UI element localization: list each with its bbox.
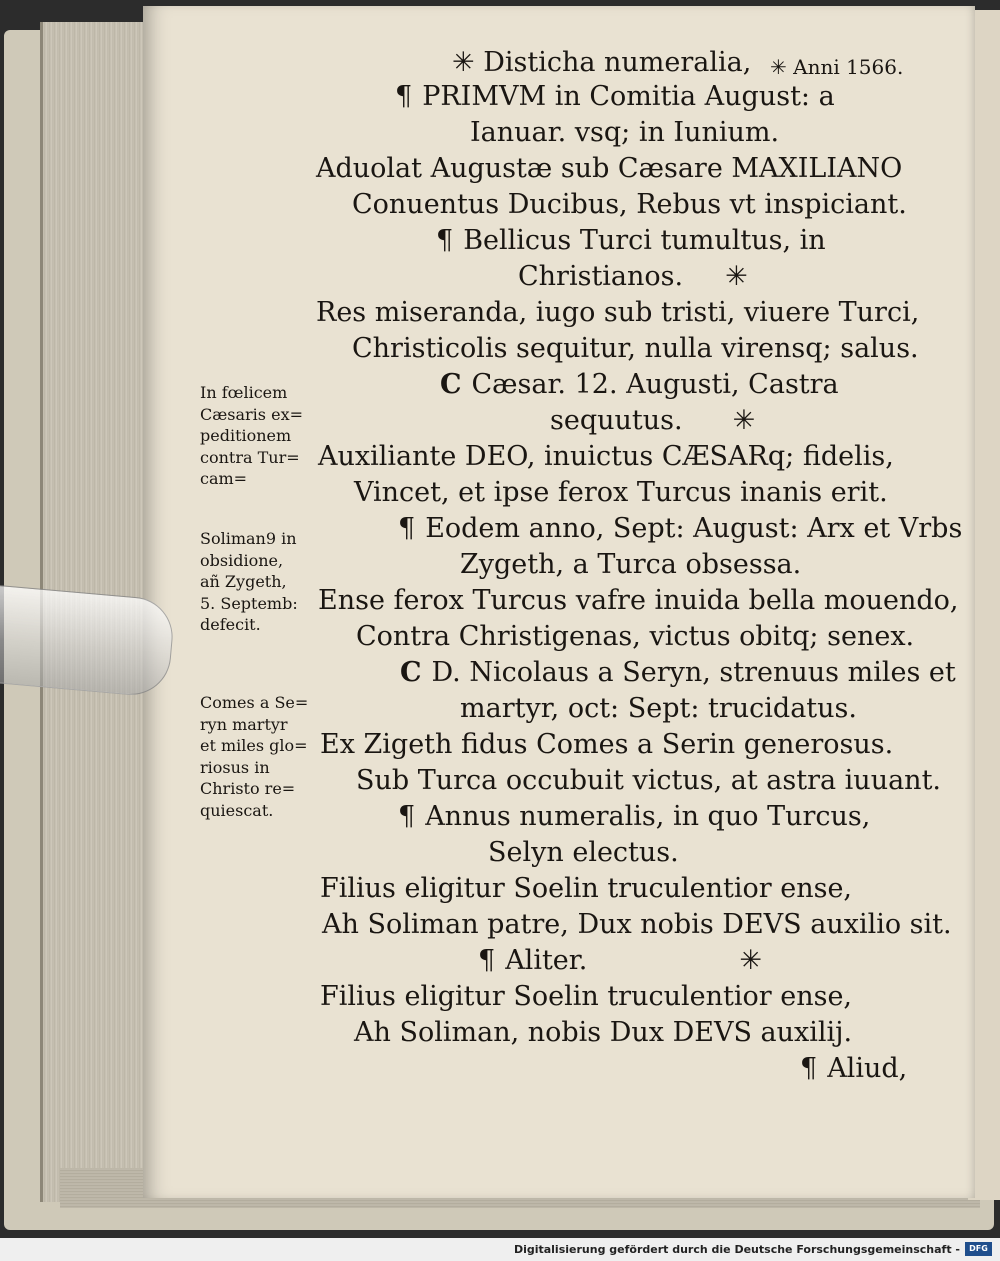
heading-line [478,944,762,978]
heading-line [518,260,748,294]
verse-line: Conuentus Ducibus, Rebus vt inspiciant. [352,189,907,220]
text-line: sequutus. [550,405,683,436]
margin-note-line: Cæsaris ex= [200,404,303,424]
verse-line: Filius eligitur Soelin truculentior ense, [320,873,853,904]
margin-note-line: ryn martyr [200,714,288,734]
margin-note-line: Soliman9 in [200,529,297,548]
heading-line: Ianuar. vsq; in Iunium. [470,117,780,148]
verse-line: Filius eligitur Soelin truculentior ense, [320,981,853,1012]
text-line: Annus numeralis, in quo Turcus, [425,801,871,832]
margin-note [200,528,298,636]
pilcrow-icon: ¶ [398,513,416,544]
margin-note-line: 5. Septemb: [200,593,298,613]
verse-line: Vincet, et ipse ferox Turcus inanis erit. [354,477,888,508]
heading-line [436,224,826,258]
verse-line: Ense ferox Turcus vafre inuida bella mouendo, [318,585,959,616]
footer-bar [0,1238,1000,1261]
verse-line: Res miseranda, iugo sub tristi, viuere Turci, [316,297,920,328]
verse-line: Ah Soliman patre, Dux nobis DEVS auxilio sit. [322,909,952,940]
text-line: Bellicus Turci tumultus, in [463,225,826,256]
margin-note [200,382,303,490]
asterisk-icon: ✳ [725,261,748,292]
margin-note-line: añ Zygeth, [200,572,287,591]
running-head [452,46,751,80]
heading-line [440,368,839,402]
pilcrow-icon: ¶ [398,801,416,832]
asterisk-icon: ✳ [732,405,756,436]
capitulum-icon: C [440,369,462,400]
verse-line: Aduolat Augustæ sub Cæsare MAXILIANO [316,153,903,184]
heading-line [398,800,870,834]
text-line: Cæsar. 12. Augusti, Castra [471,369,839,400]
verse-line: Ah Soliman, nobis Dux DEVS auxilij. [354,1017,853,1048]
verse-line: Ex Zigeth fidus Comes a Serin generosus. [320,729,894,760]
asterisk-icon: ✳ [452,47,475,78]
margin-note [200,692,308,821]
margin-note-line: Comes a Se= [200,693,309,712]
margin-note-line: In fœlicem [200,383,288,402]
margin-note-line: contra Tur= [200,447,300,467]
asterisk-icon: ✳ [770,55,787,79]
verse-line: Auxiliante DEO, inuictus CÆSARq; fidelis, [318,441,894,472]
pilcrow-icon: ¶ [800,1053,818,1084]
margin-note-line: cam= [200,469,248,488]
heading-line [395,80,835,114]
margin-note-line: peditionem [200,426,292,445]
margin-note-line: Christo re= [200,779,296,798]
text-line: D. Nicolaus a Seryn, strenuus miles et [431,657,956,688]
dfg-logo: DFG [965,1242,992,1256]
catchword [800,1052,907,1086]
page-clip [0,584,176,698]
heading-line [550,404,755,438]
pilcrow-icon: ¶ [436,225,454,256]
verse-line: Contra Christigenas, victus obitq; senex. [356,621,915,652]
margin-note-line: obsidione, [200,550,284,570]
text-line: Aliud, [827,1053,908,1084]
heading-line: Selyn electus. [488,837,679,868]
pilcrow-icon: ¶ [478,945,496,976]
running-head-year-group [770,50,903,84]
text-line: Aliter. [505,945,588,976]
text-line: PRIMVM in Comitia August: a [422,81,835,112]
running-head-year: Anni 1566. [793,55,904,79]
footer-credit: Digitalisierung gefördert durch die Deutsche Forschungsgemeinschaft - [513,1243,960,1256]
margin-note-line: et miles glo= [200,736,308,755]
pilcrow-icon: ¶ [395,81,413,112]
margin-note-line: defecit. [200,615,261,634]
capitulum-icon: C [400,657,422,688]
margin-note-line: quiescat. [200,800,274,820]
verse-line: Christicolis sequitur, nulla virensq; salus. [352,333,919,364]
heading-line: martyr, oct: Sept: trucidatus. [460,693,857,724]
heading-line [400,656,956,690]
verse-line: Sub Turca occubuit victus, at astra iuuant. [356,765,942,796]
text-line: Christianos. [518,261,684,292]
running-head-title: Disticha numeralia, [483,47,752,78]
asterisk-icon: ✳ [739,945,762,976]
margin-note-line: riosus in [200,757,270,777]
text-line: Eodem anno, Sept: August: Arx et Vrbs [425,513,963,544]
heading-line [398,512,962,546]
heading-line: Zygeth, a Turca obsessa. [460,549,802,580]
